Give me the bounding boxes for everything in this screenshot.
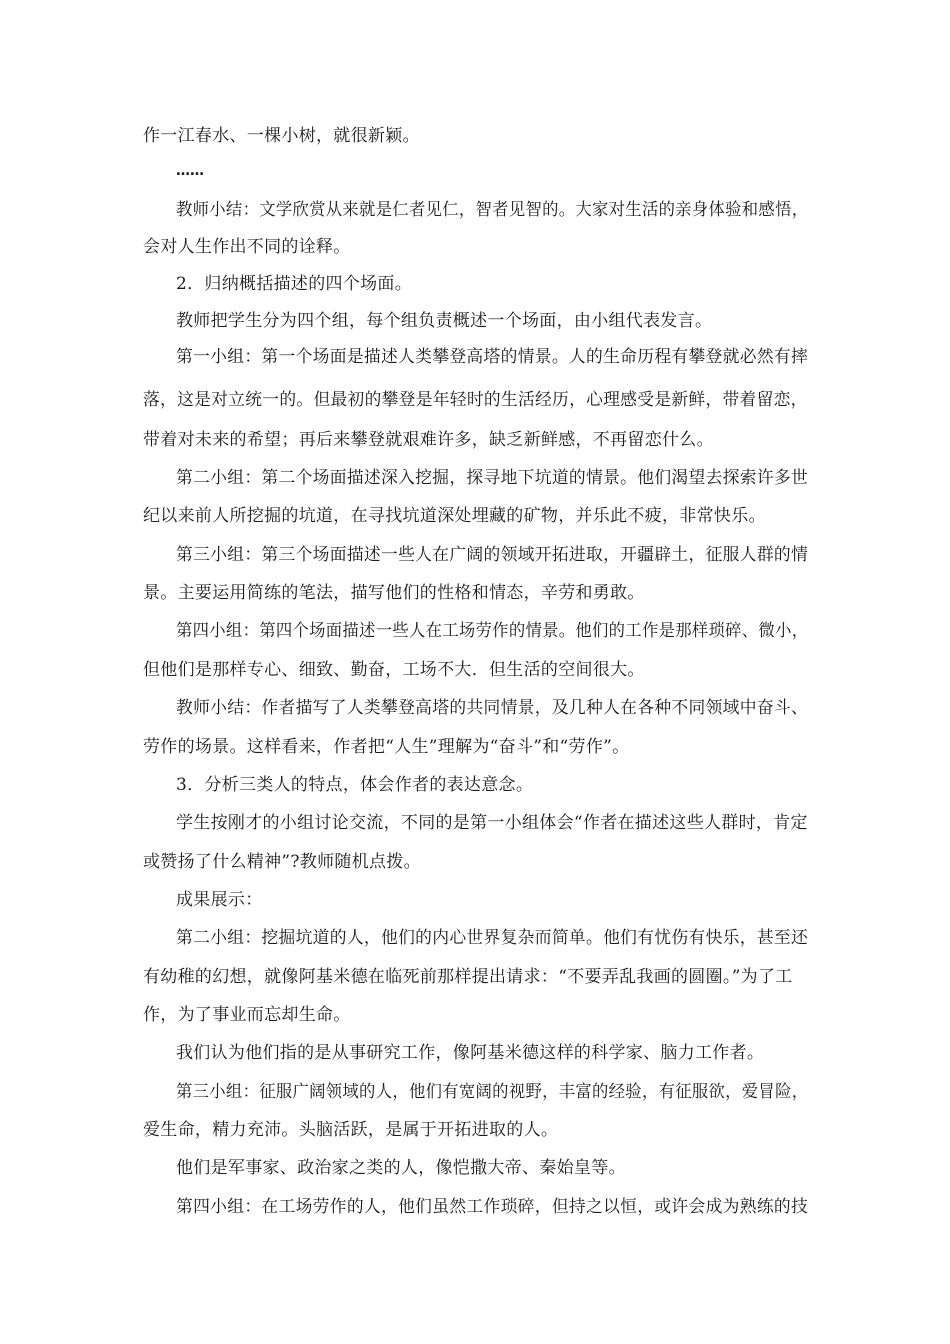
text-line: 会对人生作出不同的诠释。 xyxy=(143,237,351,257)
text-line: 但他们是那样专心、细致、勤奋，工场不大．但生活的空间很大。 xyxy=(143,660,645,680)
text-line: 景。主要运用简练的笔法，描写他们的性格和情态，辛劳和勇敢。 xyxy=(143,583,645,603)
ellipsis-line: …… xyxy=(176,163,204,179)
text-line: 第三小组：征服广阔领域的人，他们有宽阔的视野，丰富的经验，有征服欲，爱冒险， xyxy=(176,1082,809,1102)
text-line: 他们是军事家、政治家之类的人，像恺撒大帝、秦始皇等。 xyxy=(176,1158,626,1178)
text-line: 作，为了事业而忘却生命。 xyxy=(143,1005,351,1025)
text-line: 或赞扬了什么精神”?教师随机点拨。 xyxy=(143,852,421,872)
text-line: 教师小结：文学欣赏从来就是仁者见仁，智者见智的。大家对生活的亲身体验和感悟， xyxy=(176,200,809,220)
text-line: 有幼稚的幻想，就像阿基米德在临死前那样提出请求：“不要弄乱我画的圆圈。”为了工 xyxy=(143,967,793,987)
text-line: 爱生命，精力充沛。头脑活跃，是属于开拓进取的人。 xyxy=(143,1120,559,1140)
text-line: 纪以来前人所挖掘的坑道，在寻找坑道深处埋藏的矿物，并乐此不疲，非常快乐。 xyxy=(143,506,766,526)
text-line: 我们认为他们指的是从事研究工作，像阿基米德这样的科学家、脑力工作者。 xyxy=(176,1043,765,1063)
text-line: 3．分析三类人的特点，体会作者的表达意念。 xyxy=(176,775,534,795)
text-line: 成果展示： xyxy=(176,890,263,910)
text-line: 2．归纳概括描述的四个场面。 xyxy=(176,274,413,294)
text-line: 第一小组：第一个场面是描述人类攀登高塔的情景。人的生命历程有攀登就必然有摔 xyxy=(176,347,809,367)
text-line: 教师把学生分为四个组，每个组负责概述一个场面，由小组代表发言。 xyxy=(176,311,713,331)
text-line: 作一江春水、一棵小树，就很新颖。 xyxy=(143,126,420,146)
text-line: 第三小组：第三个场面描述一些人在广阔的领域开拓进取，开疆辟土，征服人群的情 xyxy=(176,545,809,565)
text-line: 第二小组：第二个场面描述深入挖掘，探寻地下坑道的情景。他们渴望去探索许多世 xyxy=(176,468,809,488)
text-line: 第四小组：在工场劳作的人，他们虽然工作琐碎，但持之以恒，或许会成为熟练的技 xyxy=(176,1197,809,1217)
text-line: 落，这是对立统一的。但最初的攀登是年轻时的生活经历，心理感受是新鲜，带着留恋， xyxy=(143,390,808,410)
text-line: 带着对未来的希望；再后来攀登就艰难许多，缺乏新鲜感，不再留恋什么。 xyxy=(143,430,714,450)
text-line: 第二小组：挖掘坑道的人，他们的内心世界复杂而简单。他们有忧伤有快乐，甚至还 xyxy=(176,928,809,948)
text-line: 教师小结：作者描写了人类攀登高塔的共同情景，及几种人在各种不同领域中奋斗、 xyxy=(176,698,809,718)
text-line: 学生按刚才的小组讨论交流，不同的是第一小组体会“作者在描述这些人群时，肯定 xyxy=(176,813,808,833)
text-line: 第四小组：第四个场面描述一些人在工场劳作的情景。他们的工作是那样琐碎、微小， xyxy=(176,621,809,641)
text-line: 劳作的场景。这样看来，作者把“人生”理解为“奋斗”和“劳作”。 xyxy=(143,737,630,757)
